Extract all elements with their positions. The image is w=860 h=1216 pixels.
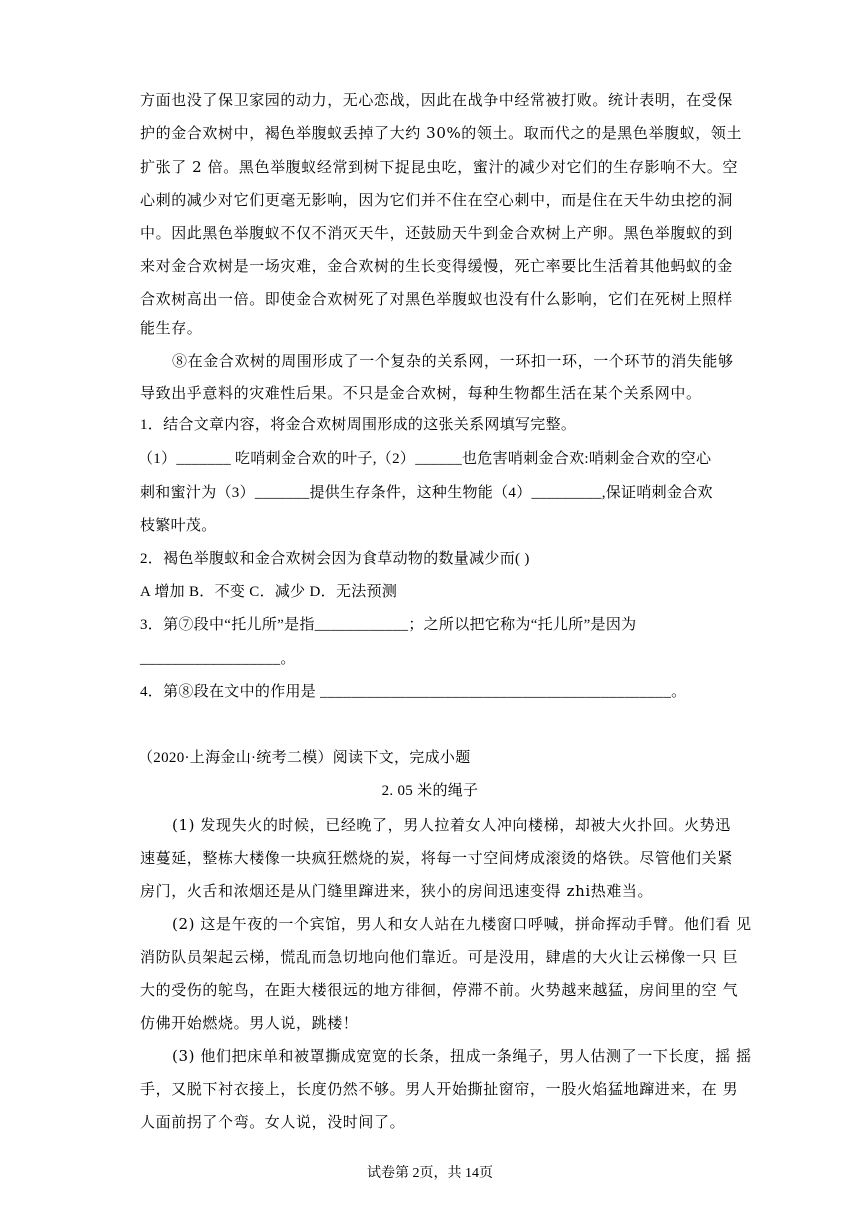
passage-line: 仿佛开始燃烧。男人说，跳楼！ <box>140 1014 359 1032</box>
passage-line: 心刺的减少对它们更毫无影响，因为它们并不住在空心刺中，而是住在天牛幼虫挖的洞 <box>140 191 733 209</box>
passage-line: 方面也没了保卫家园的动力，无心恋战，因此在战争中经常被打败。统计表明，在受保 <box>140 91 733 109</box>
question-3: 3．第⑦段中“托儿所”是指____________；之所以把它称为“托儿所”是因为 <box>140 617 637 633</box>
question-1: 1．结合文章内容，将金合欢树周围形成的这张关系网填写完整。 <box>140 417 577 433</box>
passage-line: 房门，火舌和浓烟还是从门缝里蹿进来，狭小的房间迅速变得 zhi热难当。 <box>140 882 654 900</box>
question-1-blanks: 枝繁叶茂。 <box>140 518 217 534</box>
passage-line: 合欢树高出一倍。即使金合欢树死了对黑色举腹蚁也没有什么影响，它们在死树上照样 <box>140 290 733 308</box>
question-3-blank: __________________。 <box>140 651 296 667</box>
question-2-options: A 增加 B．不变 C．减少 D．无法预测 <box>140 584 398 600</box>
passage-line: (3) 他们把床单和被罩撕成宽宽的长条，扭成一条绳子，男人估测了一下长度，摇 摇 <box>172 1047 752 1065</box>
question-4: 4．第⑧段在文中的作用是 _____________________________________________。 <box>140 684 687 700</box>
passage-line: 能生存。 <box>140 319 203 337</box>
passage-line: 来对金合欢树是一场灾难，金合欢树的生长变得缓慢，死亡率要比生活着其他蚂蚁的金 <box>140 257 733 275</box>
page-footer: 试卷第 2页，共 14页 <box>367 1166 493 1181</box>
passage-line: (1) 发现失火的时候，已经晚了，男人拉着女人冲向楼梯，却被大火扑回。火势迅 <box>172 816 731 834</box>
passage-line: 大的受伤的鸵鸟，在距大楼很远的地方徘徊，停滞不前。火势越来越猛，房间里的空 气 <box>140 981 739 999</box>
paragraph-8-line: ⑧在金合欢树的周围形成了一个复杂的关系网，一环扣一环，一个环节的消失能够 <box>172 352 734 370</box>
passage-line: 中。因此黑色举腹蚁不仅不消灭天牛，还鼓励天牛到金合欢树上产卵。黑色举腹蚁的到 <box>140 224 733 242</box>
passage-line: 速蔓延，整栋大楼像一块疯狂燃烧的炭，将每一寸空间烤成滚烫的烙铁。尽管他们关紧 <box>140 849 733 867</box>
passage-line: 手，又脱下衬衣接上，长度仍然不够。男人开始撕扯窗帘，一股火焰猛地蹿进来，在 男 <box>140 1080 739 1098</box>
source-line: （2020·上海金山·统考二模）阅读下文，完成小题 <box>138 750 471 766</box>
passage-line: 扩张了 2 倍。黑色举腹蚁经常到树下捉昆虫吃，蜜汁的减少对它们的生存影响不大。空 <box>140 158 739 176</box>
question-1-blanks: （1）_______ 吃哨刺金合欢的叶子,（2）______也危害哨刺金合欢:哨刺金合欢的空心 <box>138 451 712 467</box>
passage-line: 护的金合欢树中，褐色举腹蚁丢掉了大约 30%的领土。取而代之的是黑色举腹蚁，领土 <box>140 124 743 142</box>
question-1-blanks: 刺和蜜汁为（3）_______提供生存条件，这种生物能（4）_________,保证哨刺金合欢 <box>140 485 713 501</box>
passage-line: (2) 这是午夜的一个宾馆，男人和女人站在九楼窗口呼喊，拼命挥动手臂。他们看 见 <box>172 915 752 933</box>
question-2: 2．褐色举腹蚁和金合欢树会因为食草动物的数量减少而( ) <box>140 551 530 567</box>
passage-line: 人面前拐了个弯。女人说，没时间了。 <box>140 1113 406 1131</box>
passage-line: 导致出乎意料的灾难性后果。不只是金合欢树，每种生物都生活在某个关系网中。 <box>140 384 702 402</box>
passage-title: 2. 05 米的绳子 <box>381 783 479 799</box>
passage-line: 消防队员架起云梯，慌乱而急切地向他们靠近。可是没用，肆虐的大火让云梯像一只 巨 <box>140 948 739 966</box>
